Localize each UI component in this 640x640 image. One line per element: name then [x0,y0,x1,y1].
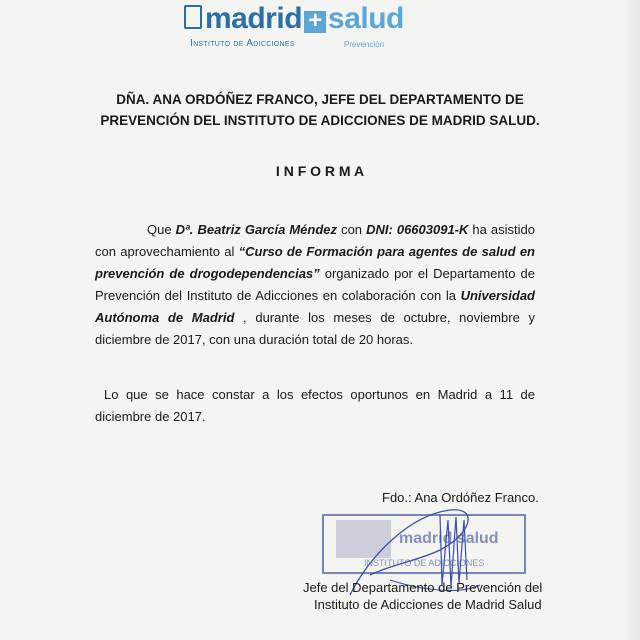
logo-institute: Instituto de Adicciones [190,38,295,49]
logo-brand-left: madrid [205,2,303,35]
logo-brand-right: salud [328,2,404,35]
closing-line-1: Lo que se hace constar a los efectos oportunos en Madrid a 11 de diciembre [95,387,535,424]
body-paragraph: Que Dª. Beatriz García Méndez con DNI: 06603091-K ha asistido con aprovechamiento al “Curso de Formación para agentes de salud en prevención de drogodependencias” organizado por el Departamento de Prevención del Instituto de Adicciones en colaboración con la Universidad Autónoma de Madrid , durante los meses de octubre, noviembre y diciembre de 2017, con una duración total de 20 horas. [95,222,536,347]
course-name: “Curso de Formación para agentes de salud en prevención [95,244,535,281]
stamp-brand: madrid salud [399,530,499,547]
plus-icon: + [304,11,326,33]
madrid-shield-icon [184,5,202,29]
header-line-2: PREVENCIÓN DEL INSTITUTO DE ADICCIONES DE MADRID SALUD. [100,113,540,128]
madrid-salud-logo [184,2,424,52]
student-dni: DNI: 06603091-K [366,222,469,237]
closing-line-2: de 2017. [154,409,206,424]
student-name: Dª. Beatriz García Méndez [175,222,338,237]
signer-role-2: Instituto de Adicciones de Madrid Salud [314,597,542,612]
university-name: Universidad Autónoma de Madrid [95,288,535,325]
closing-paragraph [95,384,535,428]
signer-role-1: Jefe del Departamento de Prevención del [303,580,543,595]
stamp-institute: INSTITUTO DE ADICCIONES [364,558,485,568]
document-title: I N F O R M A [275,163,365,179]
header-line-1: DÑA. ANA ORDÓÑEZ FRANCO, JEFE DEL DEPARTAMENTO DE [116,92,524,107]
signed-by: Fdo.: Ana Ordóñez Franco. [382,490,539,505]
logo-area: Prevención [344,40,385,49]
